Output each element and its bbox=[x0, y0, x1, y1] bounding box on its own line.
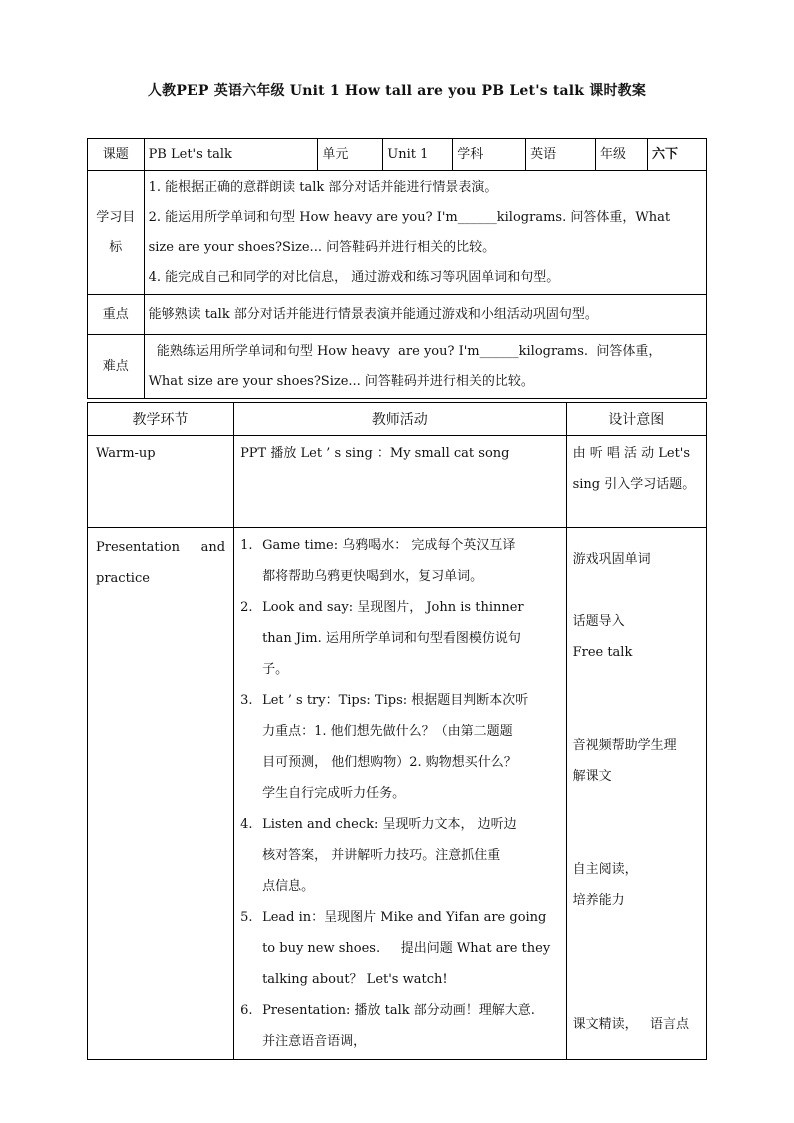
step-line: 都将帮助乌鸦更快喝到水，复习单词。 bbox=[262, 569, 484, 584]
subject-label: 学科 bbox=[453, 139, 526, 171]
step-line: than Jim. 运用所学单词和句型看图模仿说句 bbox=[262, 631, 521, 646]
presentation-stage bbox=[88, 528, 234, 1060]
step-number: 2. bbox=[240, 600, 253, 615]
step-line: 核对答案， 并讲解听力技巧。注意抓住重 bbox=[262, 848, 501, 863]
learning-goals bbox=[144, 171, 706, 295]
unit-value: Unit 1 bbox=[383, 139, 453, 171]
topic-label: 课题 bbox=[88, 139, 145, 171]
activity-step bbox=[240, 995, 558, 1057]
warmup-activity: PPT 播放 Let ’ s sing ：My small cat song bbox=[234, 436, 567, 528]
header-stage: 教学环节 bbox=[88, 403, 234, 436]
step-line: 并注意语音语调， bbox=[262, 1034, 367, 1049]
topic-value: PB Let's talk bbox=[144, 139, 318, 171]
difficulty-line: What size are your shoes?Size... 问答鞋码并进行相关的比较。 bbox=[148, 373, 534, 389]
step-line: talking about？ Let's watch! bbox=[262, 972, 448, 987]
step-line: Lead in：呈现图片 Mike and Yifan are going bbox=[262, 910, 547, 925]
step-number: 3. bbox=[240, 693, 253, 708]
activity-step bbox=[240, 592, 558, 685]
design-line: 由 听 唱 活 动 Let's bbox=[572, 446, 691, 461]
design-line: Free talk bbox=[572, 645, 633, 660]
lesson-info-table bbox=[87, 138, 707, 399]
stage-line: practice bbox=[96, 571, 150, 586]
document-title: 人教PEP 英语六年级 Unit 1 How tall are you PB Let's talk 课时教案 bbox=[147, 83, 647, 99]
header-teacher-activity: 教师活动 bbox=[234, 403, 567, 436]
warmup-design bbox=[566, 436, 706, 528]
difficulty-label: 难点 bbox=[88, 335, 145, 399]
step-number: 6. bbox=[240, 1003, 253, 1018]
step-number: 1. bbox=[240, 538, 253, 553]
subject-value: 英语 bbox=[526, 139, 596, 171]
design-line: 话题导入 bbox=[572, 614, 625, 629]
goal-line: 2. 能运用所学单词和句型 How heavy are you? I'm______kilograms. 问答体重，What bbox=[148, 209, 671, 225]
goal-label: 学习目标 bbox=[88, 171, 145, 295]
design-line: 培养能力 bbox=[572, 893, 625, 908]
stage-line: Presentation and bbox=[96, 540, 226, 555]
design-line: 解课文 bbox=[572, 769, 612, 784]
step-line: Listen and check: 呈现听力文本， 边听边 bbox=[262, 817, 517, 832]
step-line: Presentation: 播放 talk 部分动画！理解大意. bbox=[262, 1003, 535, 1018]
activity-step bbox=[240, 530, 558, 592]
step-line: 子。 bbox=[262, 662, 289, 677]
step-line: 力重点：1. 他们想先做什么？（由第二题题 bbox=[262, 724, 513, 739]
design-line: 课文精读， 语言点 bbox=[572, 1017, 689, 1032]
step-line: 目可预测， 他们想购物）2. 购物想买什么？ bbox=[262, 755, 517, 770]
step-line: Game time: 乌鸦喝水： 完成每个英汉互译 bbox=[262, 538, 516, 553]
goal-line: size are your shoes?Size... 问答鞋码并进行相关的比较。 bbox=[148, 239, 496, 255]
teaching-process-table bbox=[87, 402, 707, 1060]
step-line: Look and say: 呈现图片， John is thinner bbox=[262, 600, 524, 615]
unit-label: 单元 bbox=[318, 139, 383, 171]
grade-value: 六下 bbox=[648, 139, 707, 171]
warmup-stage: Warm-up bbox=[88, 436, 234, 528]
design-line: 自主阅读， bbox=[572, 862, 638, 877]
goal-line: 1. 能根据正确的意群朗读 talk 部分对话并能进行情景表演。 bbox=[148, 179, 498, 195]
key-point-text: 能够熟读 talk 部分对话并能进行情景表演并能通过游戏和小组活动巩固句型。 bbox=[144, 295, 706, 335]
goal-line: 4. 能完成自己和同学的对比信息， 通过游戏和练习等巩固单词和句型。 bbox=[148, 269, 560, 285]
activity-step bbox=[240, 809, 558, 902]
presentation-design bbox=[566, 528, 706, 1060]
design-line: 游戏巩固单词 bbox=[572, 552, 651, 567]
step-line: 学生自行完成听力任务。 bbox=[262, 786, 406, 801]
activity-step bbox=[240, 902, 558, 995]
grade-label: 年级 bbox=[596, 139, 648, 171]
step-number: 4. bbox=[240, 817, 253, 832]
difficulty-line: 能熟练运用所学单词和句型 How heavy are you? I'm______kilograms. 问答体重， bbox=[148, 343, 662, 359]
presentation-activities bbox=[234, 528, 567, 1060]
activity-step bbox=[240, 685, 558, 809]
step-line: 点信息。 bbox=[262, 879, 315, 894]
key-point-label: 重点 bbox=[88, 295, 145, 335]
step-line: to buy new shoes. 提出问题 What are they bbox=[262, 941, 551, 956]
header-design-intent: 设计意图 bbox=[566, 403, 706, 436]
design-line: sing 引入学习话题。 bbox=[572, 477, 696, 492]
difficulty-text bbox=[144, 335, 706, 399]
step-number: 5. bbox=[240, 910, 253, 925]
design-line: 音视频帮助学生理 bbox=[572, 738, 677, 753]
step-line: Let ’ s try：Tips: Tips: 根据题目判断本次听 bbox=[262, 693, 529, 708]
